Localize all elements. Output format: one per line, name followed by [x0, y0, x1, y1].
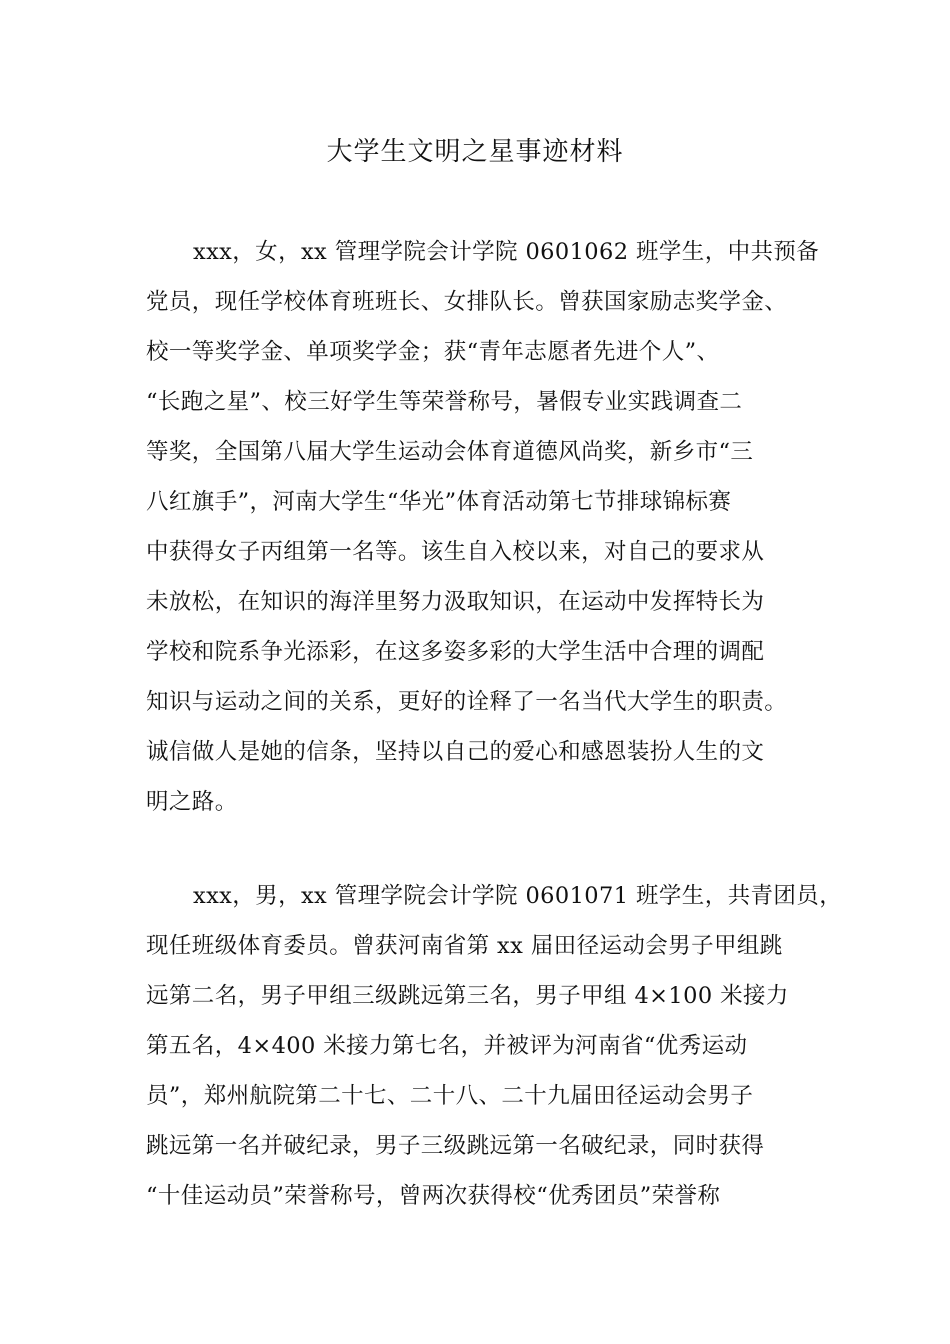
paragraph-line: 跳远第一名并破纪录，男子三级跳远第一名破纪录，同时获得	[146, 1133, 765, 1159]
paragraph-line: 未放松，在知识的海洋里努力汲取知识，在运动中发挥特长为	[146, 589, 765, 615]
paragraph-line: xxx，女，xx 管理学院会计学院 0601062 班学生，中共预备	[193, 239, 820, 265]
document-title: 大学生文明之星事迹材料	[326, 137, 624, 167]
paragraph-1	[146, 227, 820, 827]
paragraph-line: “十佳运动员”荣誉称号，曾两次获得校“优秀团员”荣誉称	[146, 1183, 721, 1209]
paragraph-line: 校一等奖学金、单项奖学金；获“青年志愿者先进个人”、	[146, 339, 720, 365]
paragraph-line: xxx，男，xx 管理学院会计学院 0601071 班学生，共青团员，	[193, 883, 843, 909]
paragraph-line: “长跑之星”、校三好学生等荣誉称号，暑假专业实践调查二	[146, 389, 743, 415]
paragraph-2	[146, 871, 843, 1221]
paragraph-line: 明之路。	[146, 789, 238, 815]
paragraph-line: 现任班级体育委员。曾获河南省第 xx 届田径运动会男子甲组跳	[146, 933, 783, 959]
paragraph-line: 党员，现任学校体育班班长、女排队长。曾获国家励志奖学金、	[146, 289, 788, 315]
paragraph-line: 八红旗手”，河南大学生“华光”体育活动第七节排球锦标赛	[146, 489, 732, 515]
paragraph-line: 远第二名，男子甲组三级跳远第三名，男子甲组 4×100 米接力	[146, 983, 789, 1009]
paragraph-line: 学校和院系争光添彩，在这多姿多彩的大学生活中合理的调配	[146, 639, 765, 665]
paragraph-line: 等奖，全国第八届大学生运动会体育道德风尚奖，新乡市“三	[146, 439, 754, 465]
paragraph-line: 第五名，4×400 米接力第七名，并被评为河南省“优秀运动	[146, 1033, 748, 1059]
paragraph-line: 知识与运动之间的关系，更好的诠释了一名当代大学生的职责。	[146, 689, 788, 715]
paragraph-line: 员”，郑州航院第二十七、二十八、二十九届田径运动会男子	[146, 1083, 754, 1109]
paragraph-line: 诚信做人是她的信条，坚持以自己的爱心和感恩装扮人生的文	[146, 739, 765, 765]
paragraph-line: 中获得女子丙组第一名等。该生自入校以来，对自己的要求从	[146, 539, 765, 565]
